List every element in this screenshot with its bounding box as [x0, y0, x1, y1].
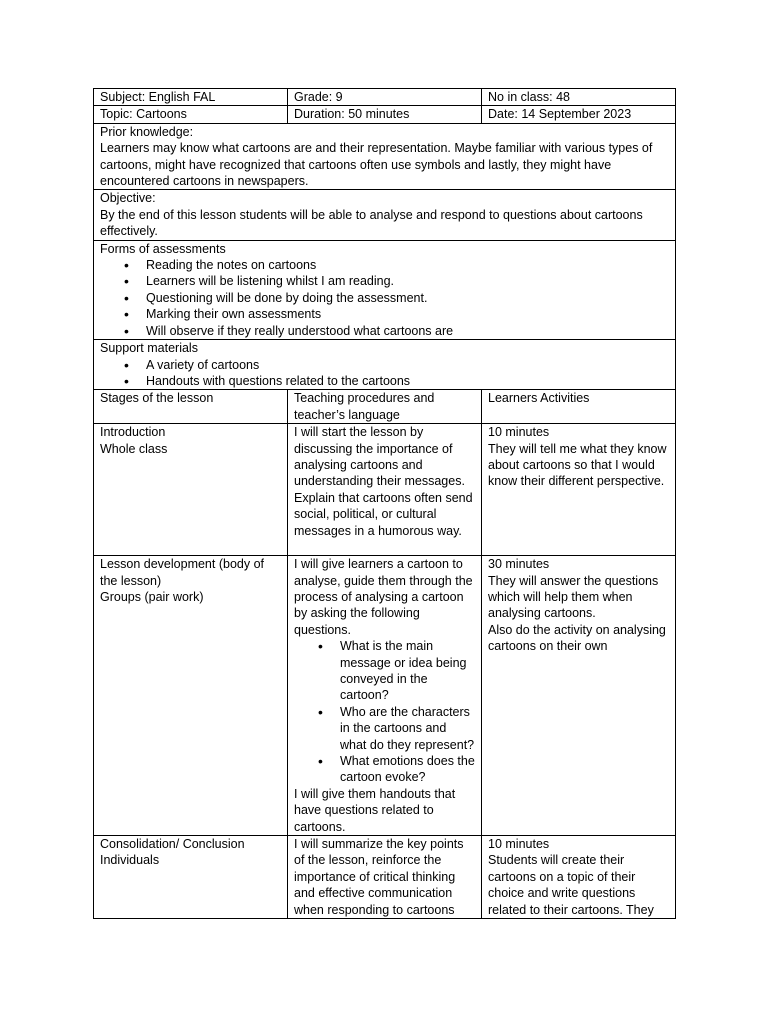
list-item: • Will observe if they really understood what cartoons are [146, 323, 669, 339]
duration-cell: Duration: 50 minutes [288, 106, 482, 123]
consolidation-learners-cell [482, 836, 676, 919]
introduction-stage-title: Introduction [100, 425, 166, 440]
assessments-list [100, 257, 669, 339]
objective-text: By the end of this lesson students will be able to analyse and respond to questions about cartoons effectively. [100, 207, 643, 239]
introduction-learners-text: They will tell me what they know about cartoons so that I would know their different perspective. [488, 441, 667, 489]
learners-column-header: Learners Activities [482, 390, 676, 424]
development-questions-list [294, 638, 475, 786]
consolidation-time: 10 minutes [488, 837, 550, 852]
topic-cell: Topic: Cartoons [94, 106, 288, 123]
header-row-2 [94, 106, 676, 123]
introduction-time: 10 minutes [488, 425, 550, 440]
development-stage-title: Lesson development (body of the lesson) [100, 557, 264, 588]
subject-cell: Subject: English FAL [94, 89, 288, 106]
development-learners-cell [482, 556, 676, 836]
development-teaching-intro: I will give learners a cartoon to analyse, guide them through the process of analysing a cartoon by asking the following questions. [294, 557, 473, 637]
list-item: • Handouts with questions related to the cartoons [146, 373, 669, 389]
development-row [94, 556, 676, 836]
prior-knowledge-row [94, 123, 676, 190]
list-item: • Marking their own assessments [146, 306, 669, 322]
lesson-plan-table [93, 88, 676, 919]
grade-cell: Grade: 9 [288, 89, 482, 106]
consolidation-row [94, 836, 676, 919]
list-item: • What is the main message or idea being conveyed in the cartoon? [340, 638, 475, 704]
consolidation-teaching-cell: I will summarize the key points of the lesson, reinforce the importance of critical thinking and effective communication when responding to cartoons [288, 836, 482, 919]
introduction-teaching-cell: I will start the lesson by discussing the importance of analysing cartoons and understanding their messages. Explain that cartoons often send social, political, or cultural messages in a humorous way. [288, 424, 482, 556]
class-size-cell: No in class: 48 [482, 89, 676, 106]
stages-header-row [94, 390, 676, 424]
assessments-cell [94, 240, 676, 339]
list-item: • Questioning will be done by doing the assessment. [146, 290, 669, 306]
development-time: 30 minutes [488, 557, 550, 572]
prior-knowledge-heading: Prior knowledge: [100, 124, 194, 139]
support-materials-list [100, 357, 669, 390]
development-learners-text-2: Also do the activity on analysing cartoons on their own [488, 622, 666, 654]
introduction-row [94, 424, 676, 556]
objective-row [94, 190, 676, 240]
consolidation-stage-title: Consolidation/ Conclusion [100, 837, 245, 852]
consolidation-stage-cell [94, 836, 288, 919]
development-learners-text-1: They will answer the questions which will help them when analysing cartoons. [488, 573, 659, 621]
teaching-column-header: Teaching procedures and teacher’s language [288, 390, 482, 424]
objective-cell [94, 190, 676, 240]
assessments-heading: Forms of assessments [100, 241, 226, 256]
support-materials-row [94, 340, 676, 390]
introduction-stage-cell [94, 424, 288, 556]
development-grouping: Groups (pair work) [100, 589, 204, 604]
list-item: • Reading the notes on cartoons [146, 257, 669, 273]
list-item: • A variety of cartoons [146, 357, 669, 373]
support-materials-cell [94, 340, 676, 390]
lesson-plan-page [93, 88, 675, 919]
consolidation-learners-text: Students will create their cartoons on a topic of their choice and write questions related to their cartoons. They [488, 853, 654, 917]
list-item: • Learners will be listening whilst I am reading. [146, 273, 669, 289]
support-materials-heading: Support materials [100, 341, 198, 356]
stages-column-header: Stages of the lesson [94, 390, 288, 424]
prior-knowledge-cell [94, 123, 676, 190]
introduction-grouping: Whole class [100, 441, 168, 456]
consolidation-grouping: Individuals [100, 853, 160, 868]
development-teaching-outro: I will give them handouts that have questions related to cartoons. [294, 786, 456, 834]
list-item: • Who are the characters in the cartoons and what do they represent? [340, 704, 475, 753]
list-item: • What emotions does the cartoon evoke? [340, 753, 475, 786]
prior-knowledge-text: Learners may know what cartoons are and their representation. Maybe familiar with various types of cartoons, might have recognized that cartoons often use symbols and lastly, they might have encountered cartoons in newspapers. [100, 141, 653, 189]
assessments-row [94, 240, 676, 339]
development-teaching-cell [288, 556, 482, 836]
header-row-1 [94, 89, 676, 106]
development-stage-cell [94, 556, 288, 836]
objective-heading: Objective: [100, 191, 156, 206]
date-cell: Date: 14 September 2023 [482, 106, 676, 123]
introduction-learners-cell [482, 424, 676, 556]
